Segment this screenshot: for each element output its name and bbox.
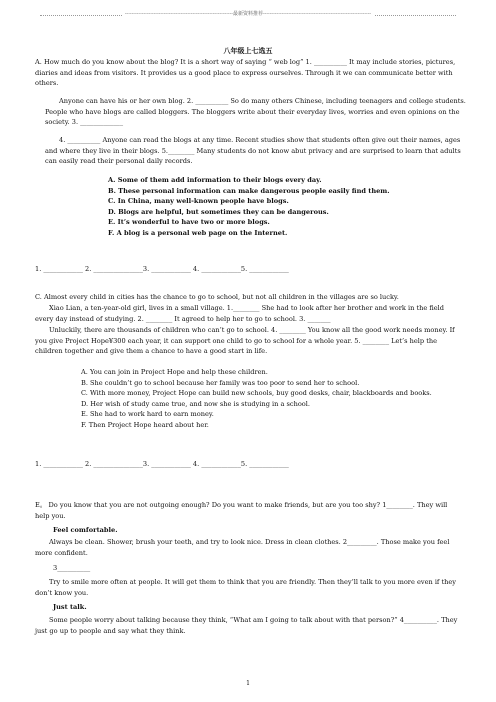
section-a-paragraph-2 <box>35 96 471 128</box>
section-c-text-3: Unluckily, there are thousands of children who can’t go to school. 4. ________ You know all the good work needs money. If you give Project Hope¥300 each year, it can support one child to go to school for a whole year. 5. ________ Let’s help the children together and give them a chance to have a good start in life. <box>35 326 455 356</box>
section-e-paragraph-4 <box>35 577 461 598</box>
option-c: C. With more money, Project Hope can build new schools, buy good desks, chair, blackboards and books. <box>81 389 432 398</box>
section-c-paragraph-2 <box>35 303 461 324</box>
section-c-paragraph-3 <box>35 325 461 357</box>
section-e-text-5: Some people worry about talking because they think, “What am I going to talk about with that person?” 4__________. They just go up to people and say what they think. <box>35 616 458 635</box>
section-e-text-1: E。 Do you know that you are not outgoing enough? Do you want to make friends, but are you too shy? 1________. They will help you. <box>35 501 448 520</box>
section-e-heading-1: Feel comfortable. <box>53 526 118 534</box>
section-e-paragraph-1 <box>35 500 461 521</box>
header-text: ----------------------------------------------------------------最新资料推荐---------------------------------------------------------------- <box>122 11 374 17</box>
option-f: F. Then Project Hope heard about her. <box>81 420 209 429</box>
section-e-text-4: Try to smile more often at people. It will get them to think that you are friendly. Then they’ll talk to you more even if they don’t know you. <box>35 578 456 597</box>
option-d: D. Her wish of study came true, and now she is studying in a school. <box>81 399 310 408</box>
section-c-text-2: Xiao Lian, a ten-year-old girl, lives in a small village. 1.________ She had to look after her brother and work in the field every day instead of studying. 2. ________ It agreed to help her to go to school. 3. _______ <box>35 304 444 323</box>
option-a: A. You can join in Project Hope and help these children. <box>81 368 268 376</box>
section-e-paragraph-5 <box>35 615 461 636</box>
section-c-answer-line: 1. ____________ 2. _______________3. ____________ 4. ____________5. ____________ <box>35 460 289 468</box>
section-e-blank-3: 3__________ <box>53 564 91 572</box>
option-e: E. She had to work hard to earn money. <box>81 410 214 419</box>
option-a: A. Some of them add information to their blogs every day. <box>108 176 322 184</box>
option-b: B. She couldn’t go to school because her family was too poor to send her to school. <box>81 378 360 387</box>
section-a-paragraph-3 <box>35 135 471 167</box>
page-number: 1 <box>246 680 250 687</box>
option-d: D. Blogs are helpful, but sometimes they can be dangerous. <box>108 207 329 216</box>
option-e: E. It’s wonderful to have two or more blogs. <box>108 218 270 227</box>
page-header <box>40 10 456 20</box>
section-a-text-2: Anyone can have his or her own blog. 2. __________ So do many others Chinese, including teenagers and college students. People who have blogs are called bloggers. The bloggers write about their everyday lives, worries and even opinions on the society. 3. _____________ <box>45 97 466 127</box>
section-e-text-2: Always be clean. Shower, brush your teeth, and try to look nice. Dress in clean clothes. 2_________. Those make you feel more confident. <box>35 538 450 557</box>
section-a-answer-line: 1. ____________ 2. _______________3. ____________ 4. ____________5. ____________ <box>35 265 289 273</box>
section-a-paragraph-1 <box>35 57 461 89</box>
section-a-text-1: A. How much do you know about the blog? It is a short way of saying “ web log” 1. __________ It may include stories, pictures, diaries and ideas from visitors. It provides us a good place to express ourselves. Through it we can communicate better with others. <box>35 58 456 88</box>
section-e-paragraph-2 <box>35 537 461 558</box>
section-e-heading-2: Just talk. <box>53 603 87 611</box>
section-a-options <box>108 175 448 239</box>
page-title: 八年级上七选五 <box>223 47 273 55</box>
section-a-text-3: 4. __________ Anyone can read the blogs at any time. Recent studies show that students often give out their names, ages and where they live in their blogs. 5.________ Many students do not know abut privacy and are surprised to learn that adults can easily read their personal daily records. <box>45 136 461 166</box>
option-f: F. A blog is a personal web page on the Internet. <box>108 228 288 237</box>
section-c-options <box>81 367 461 431</box>
section-c-paragraph-1 <box>35 292 461 303</box>
option-b: B. These personal information can make dangerous people easily find them. <box>108 186 390 195</box>
option-c: C. In China, many well-known people have blogs. <box>108 197 289 206</box>
section-c-text-1: C. Almost every child in cities has the chance to go to school, but not all children in the villages are so lucky. <box>35 293 399 301</box>
